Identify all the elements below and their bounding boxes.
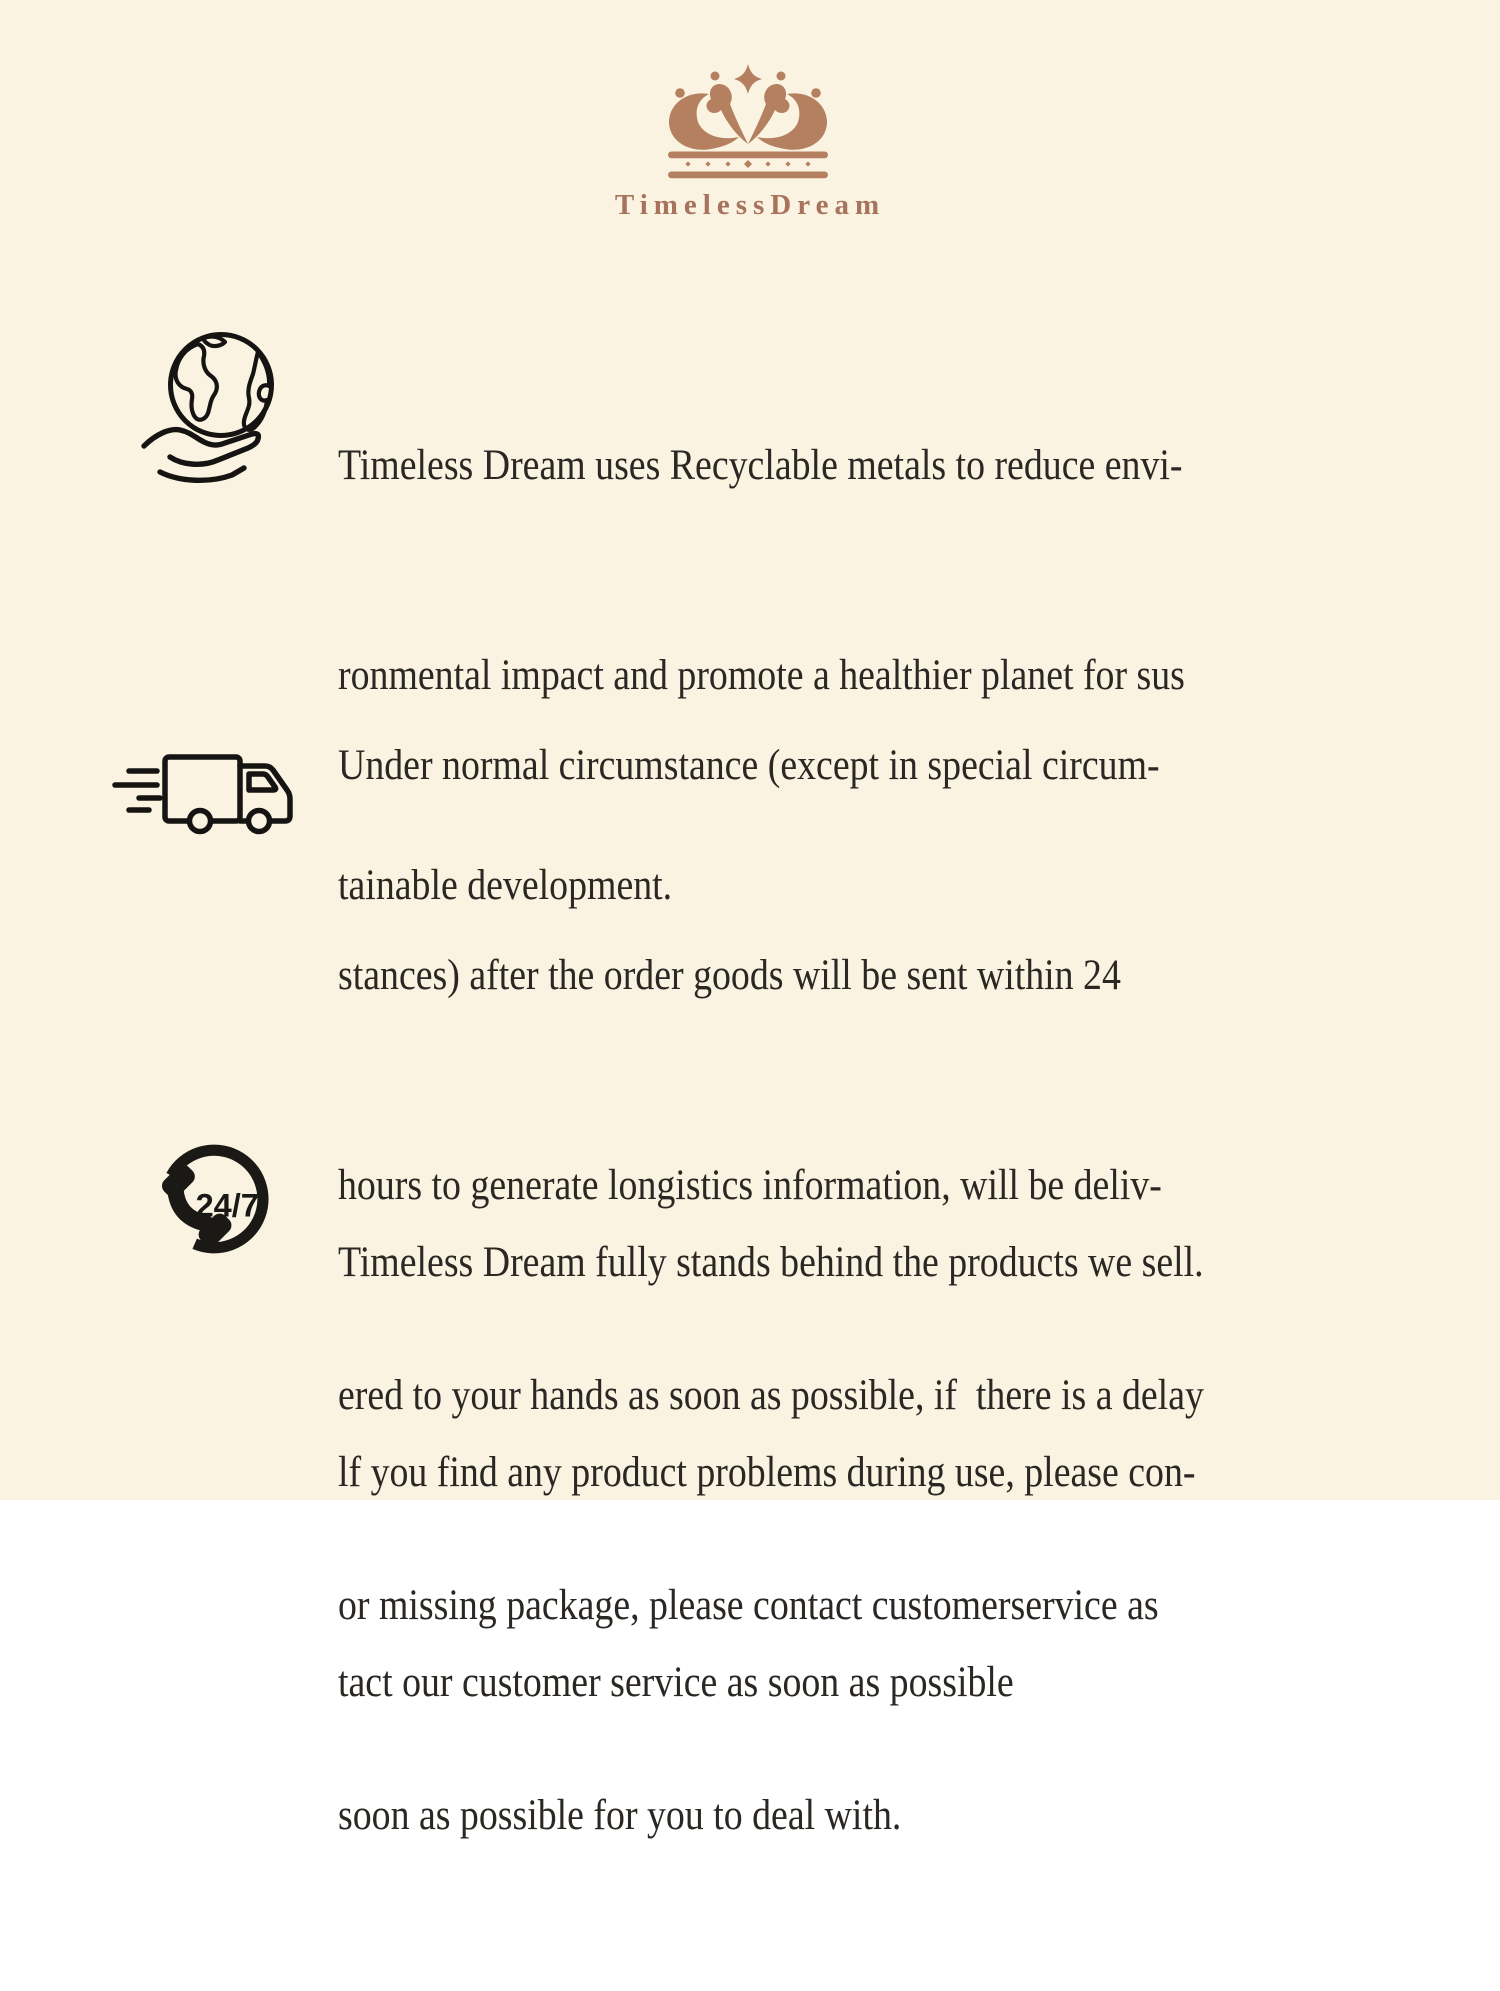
text-line: ered to your hands as soon as possible, if there is a delay [338, 1372, 1204, 1419]
text-line: Under normal circumstance (except in special circum- [338, 742, 1160, 789]
badge-24-7: 24/7 [195, 1187, 259, 1224]
text-line: ronmental impact and promote a healthier planet for sus [338, 652, 1185, 699]
text-line: Timeless Dream uses Recyclable metals to reduce envi- [338, 442, 1183, 489]
globe-in-hand-icon [138, 330, 278, 485]
fast-delivery-truck-icon [112, 752, 304, 852]
brand-wordmark: TimelessDream [614, 189, 886, 221]
text-line: Timeless Dream fully stands behind the products we sell. [338, 1239, 1204, 1286]
text-line: lf you find any product problems during use, please con- [338, 1449, 1196, 1496]
text-line: tact our customer service as soon as possible [338, 1659, 1014, 1706]
text-line: tainable development. [338, 862, 673, 909]
text-line: stances) after the order goods will be sent within 24 [338, 952, 1121, 999]
text-line: or missing package, please contact customerservice as [338, 1582, 1159, 1629]
text-line: soon as possible for you to deal with. [338, 1792, 902, 1839]
swan-crown-icon [663, 63, 833, 181]
phone-24-7-icon [153, 1138, 275, 1260]
support-text [338, 1088, 1204, 1858]
star-glyph [734, 64, 762, 94]
text-line: hours to generate longistics information, will be deliv- [338, 1162, 1162, 1209]
